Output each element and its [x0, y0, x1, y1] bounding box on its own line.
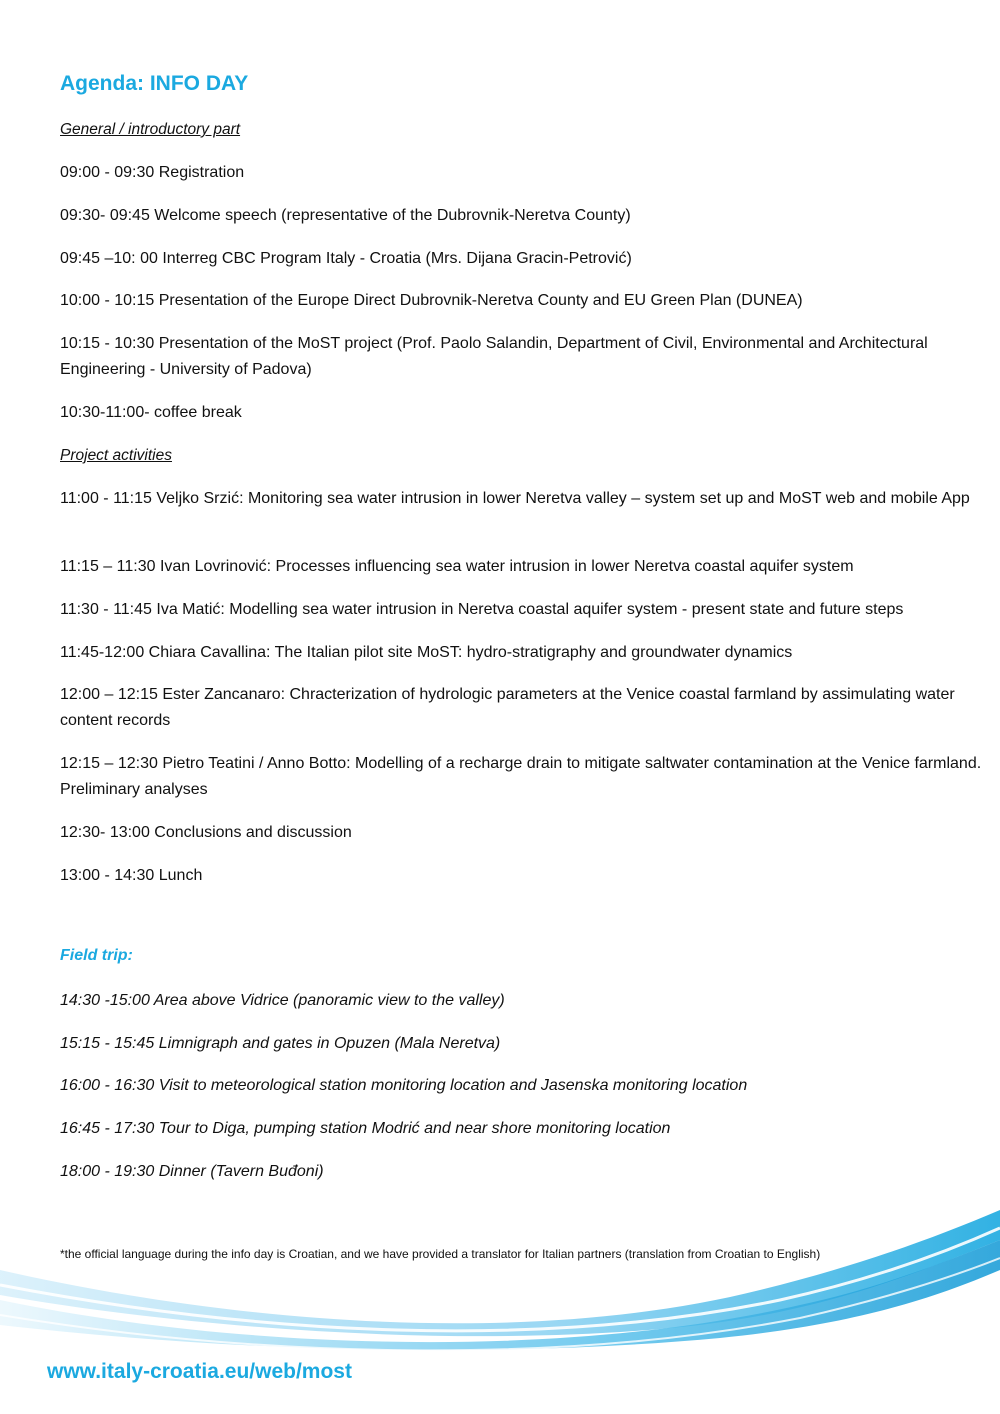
- field-trip-item: 15:15 - 15:45 Limnigraph and gates in Opuzen (Mala Neretva): [60, 1035, 501, 1052]
- agenda-item: 13:00 - 14:30 Lunch: [60, 867, 203, 884]
- general-section-heading: General / introductory part: [60, 121, 241, 138]
- agenda-item: 11:30 - 11:45 Iva Matić: Modelling sea water intrusion in Neretva coastal aquifer system - present state and future steps: [60, 601, 904, 618]
- agenda-item: 12:00 – 12:15 Ester Zancanaro: Chracterization of hydrologic parameters at the Venice coastal farmland by assimulating water content records: [60, 686, 955, 729]
- agenda-item: 10:30-11:00- coffee break: [60, 404, 242, 421]
- agenda-item: 09:30- 09:45 Welcome speech (representative of the Dubrovnik-Neretva County): [60, 207, 631, 224]
- website-link[interactable]: www.italy-croatia.eu/web/most: [47, 1360, 352, 1383]
- field-trip-item: 16:45 - 17:30 Tour to Diga, pumping station Modrić and near shore monitoring location: [60, 1120, 671, 1137]
- agenda-item: 12:30- 13:00 Conclusions and discussion: [60, 824, 352, 841]
- field-trip-item: 16:00 - 16:30 Visit to meteorological station monitoring location and Jasenska monitoring location: [60, 1077, 748, 1094]
- field-trip-heading: Field trip:: [60, 947, 133, 964]
- agenda-item: 10:00 - 10:15 Presentation of the Europe Direct Dubrovnik-Neretva County and EU Green Plan (DUNEA): [60, 292, 803, 309]
- agenda-item: 11:45-12:00 Chiara Cavallina: The Italian pilot site MoST: hydro-stratigraphy and groundwater dynamics: [60, 644, 793, 661]
- footnote: *the official language during the info day is Croatian, and we have provided a translator for Italian partners (translation from Croatian to English): [60, 1247, 821, 1261]
- page-title: Agenda: INFO DAY: [60, 72, 249, 95]
- wave-decoration: [0, 1200, 1000, 1360]
- agenda-item: 10:15 - 10:30 Presentation of the MoST project (Prof. Paolo Salandin, Department of Civil, Environmental and Architectural Engineering - University of Padova): [60, 335, 928, 378]
- agenda-item: 09:45 –10: 00 Interreg CBC Program Italy - Croatia (Mrs. Dijana Gracin-Petrović): [60, 250, 632, 267]
- agenda-item: 09:00 - 09:30 Registration: [60, 164, 245, 181]
- project-section-heading: Project activities: [60, 447, 172, 464]
- agenda-item: 12:15 – 12:30 Pietro Teatini / Anno Botto: Modelling of a recharge drain to mitigate saltwater contamination at the Venice farmland. Preliminary analyses: [60, 755, 982, 798]
- agenda-item: 11:15 – 11:30 Ivan Lovrinović: Processes influencing sea water intrusion in lower Neretva coastal aquifer system: [60, 558, 854, 575]
- field-trip-item: 18:00 - 19:30 Dinner (Tavern Buđoni): [60, 1163, 324, 1180]
- field-trip-item: 14:30 -15:00 Area above Vidrice (panoramic view to the valley): [60, 992, 505, 1009]
- agenda-item: 11:00 - 11:15 Veljko Srzić: Monitoring sea water intrusion in lower Neretva valley – system set up and MoST web and mobile App: [60, 490, 970, 507]
